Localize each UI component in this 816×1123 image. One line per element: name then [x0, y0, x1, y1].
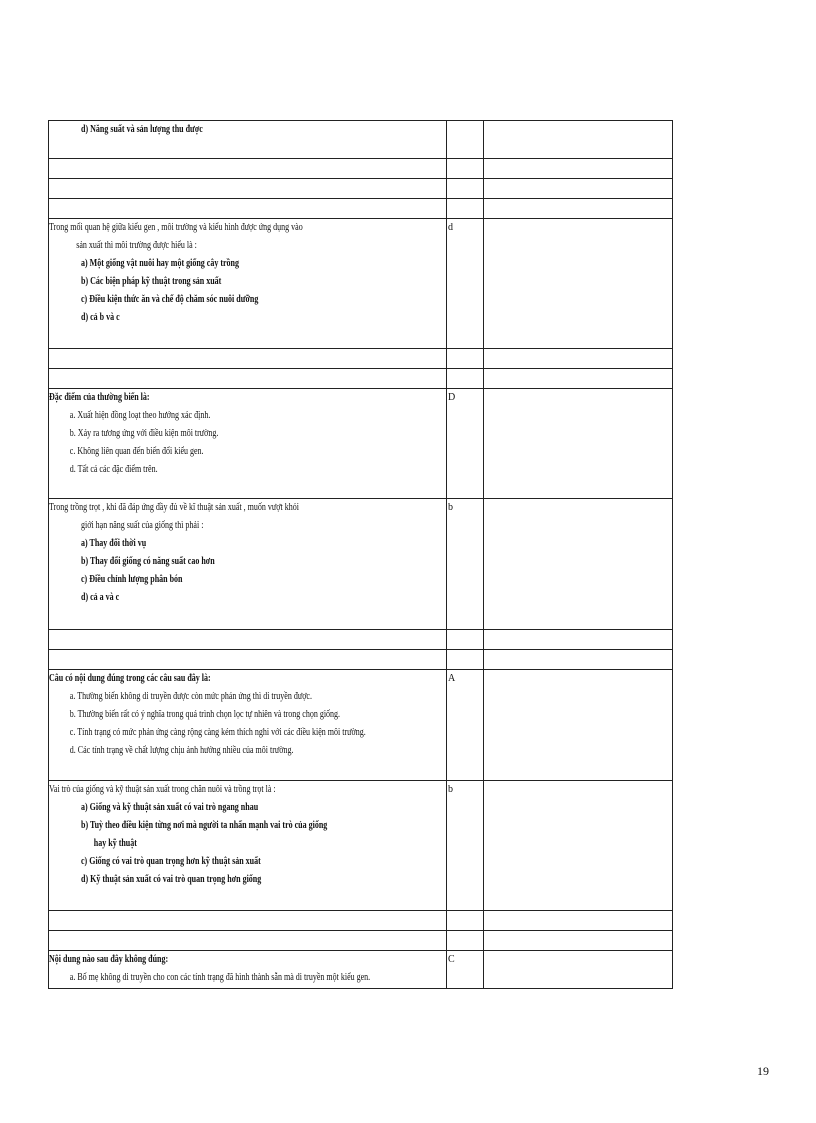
- answer-key: [447, 653, 448, 664]
- answer-cell: [447, 650, 484, 670]
- table-row: [49, 951, 673, 989]
- notes-cell: [484, 369, 673, 389]
- answer-key: A: [448, 673, 456, 684]
- table-row: [49, 199, 673, 219]
- question-cell: [49, 499, 447, 630]
- notes-cell: [484, 951, 673, 989]
- question-line: b. Thường biến rất có ý nghĩa trong quá trình chọn lọc tự nhiên và trong chọn giống.: [69, 709, 341, 720]
- question-cell: [49, 670, 447, 781]
- answer-key: [447, 202, 448, 213]
- question-text: d) Năng suất và sản lượng thu được: [81, 124, 203, 135]
- question-line: b) Thay đổi giống có năng suất cao hơn: [81, 556, 215, 567]
- notes-cell: [484, 159, 673, 179]
- question-text: Câu có nội dung đúng trong các câu sau đây là:: [49, 673, 211, 684]
- table-row: [49, 630, 673, 650]
- question-line: c. Tính trạng có mức phản ứng càng rộng càng kém thích nghi với các điều kiện môi trường.: [69, 727, 366, 738]
- answer-key: [447, 914, 448, 925]
- answer-key: d: [448, 222, 453, 233]
- question-line: c. Không liên quan đến biến đổi kiểu gen.: [69, 446, 204, 457]
- notes-cell: [484, 179, 673, 199]
- table-row: [49, 121, 673, 159]
- notes-cell: [484, 121, 673, 159]
- answer-cell: [447, 911, 484, 931]
- question-line: d. Tất cả các đặc điểm trên.: [69, 464, 158, 475]
- table-row: [49, 911, 673, 931]
- answer-cell: [447, 179, 484, 199]
- notes-cell: [484, 349, 673, 369]
- question-line: d. Các tính trạng về chất lượng chịu ảnh hưởng nhiều của môi trường.: [69, 745, 294, 756]
- answer-cell: [447, 951, 484, 989]
- notes-cell: [484, 911, 673, 931]
- table-row: [49, 499, 673, 630]
- answer-key: [447, 633, 448, 644]
- answer-cell: [447, 931, 484, 951]
- question-line: a) Giống và kỹ thuật sản xuất có vai trò ngang nhau: [81, 802, 259, 813]
- notes-cell: [484, 781, 673, 911]
- notes-cell: [484, 670, 673, 781]
- question-cell: [49, 911, 447, 931]
- notes-cell: [484, 931, 673, 951]
- question-text: Nội dung nào sau đây không đúng:: [49, 954, 169, 965]
- question-cell: [49, 121, 447, 159]
- notes-cell: [484, 650, 673, 670]
- question-line: c) Điều kiện thức ăn và chế độ chăm sóc nuôi dưỡng: [81, 294, 259, 305]
- question-line: a. Thường biến không di truyền được còn mức phản ứng thì di truyền được.: [69, 691, 312, 702]
- question-text: Trong trồng trọt , khi đã đáp ứng đầy đủ về kĩ thuật sản xuất , muốn vượt khỏi: [49, 502, 299, 513]
- table-row: [49, 349, 673, 369]
- question-line: a) Một giống vật nuôi hay một giống cây trồng: [81, 258, 239, 269]
- question-line: c) Giống có vai trò quan trọng hơn kỹ thuật sản xuất: [81, 856, 261, 867]
- question-table: [48, 120, 673, 989]
- question-line: b) Các biện pháp kỹ thuật trong sản xuất: [81, 276, 222, 287]
- question-cell: [49, 630, 447, 650]
- answer-key: [447, 124, 448, 135]
- notes-cell: [484, 389, 673, 499]
- notes-cell: [484, 199, 673, 219]
- answer-key: [447, 934, 448, 945]
- question-cell: [49, 951, 447, 989]
- answer-cell: [447, 369, 484, 389]
- question-line: d) cả b và c: [81, 312, 120, 323]
- answer-key: [447, 372, 448, 383]
- answer-cell: [447, 781, 484, 911]
- answer-cell: [447, 199, 484, 219]
- notes-cell: [484, 499, 673, 630]
- question-line: a. Bố mẹ không di truyền cho con các tính trạng đã hình thành sẵn mà di truyền một kiểu gen.: [69, 972, 371, 983]
- answer-cell: [447, 349, 484, 369]
- answer-cell: [447, 389, 484, 499]
- question-line: b) Tuỳ theo điều kiện từng nơi mà người ta nhấn mạnh vai trò của giống: [81, 820, 328, 831]
- table-row: [49, 670, 673, 781]
- table-row: [49, 159, 673, 179]
- answer-key: b: [448, 784, 453, 795]
- table-row: [49, 219, 673, 349]
- answer-cell: [447, 670, 484, 781]
- answer-key: [447, 162, 448, 173]
- answer-key: C: [448, 954, 455, 965]
- answer-cell: [447, 499, 484, 630]
- table-row: [49, 389, 673, 499]
- answer-key: b: [448, 502, 453, 513]
- question-text: Đặc điểm của thường biến là:: [49, 392, 150, 403]
- question-cell: [49, 389, 447, 499]
- question-cell: [49, 179, 447, 199]
- question-line: c) Điều chỉnh lượng phân bón: [81, 574, 183, 585]
- question-line: d) cả a và c: [81, 592, 120, 603]
- answer-key: [447, 352, 448, 363]
- table-row: [49, 369, 673, 389]
- answer-cell: [447, 630, 484, 650]
- table-row: [49, 650, 673, 670]
- answer-cell: [447, 121, 484, 159]
- question-line: hay kỹ thuật: [93, 838, 137, 849]
- question-line: a. Xuất hiện đồng loạt theo hướng xác định.: [69, 410, 211, 421]
- question-cell: [49, 159, 447, 179]
- table-row: [49, 781, 673, 911]
- question-cell: [49, 199, 447, 219]
- question-cell: [49, 650, 447, 670]
- question-line: a) Thay đổi thời vụ: [81, 538, 147, 549]
- question-line: giới hạn năng suất của giống thì phải :: [81, 520, 204, 531]
- notes-cell: [484, 630, 673, 650]
- page-number: 19: [757, 1064, 769, 1078]
- table-row: [49, 179, 673, 199]
- question-text: Trong mối quan hệ giữa kiểu gen , môi trường và kiểu hình được ứng dụng vào: [49, 222, 303, 233]
- answer-cell: [447, 159, 484, 179]
- answer-key: D: [448, 392, 456, 403]
- question-text: Vai trò của giống và kỹ thuật sản xuất trong chăn nuôi và trồng trọt là :: [49, 784, 276, 795]
- question-cell: [49, 931, 447, 951]
- question-cell: [49, 369, 447, 389]
- answer-cell: [447, 219, 484, 349]
- notes-cell: [484, 219, 673, 349]
- question-line: d) Kỹ thuật sản xuất có vai trò quan trọng hơn giống: [81, 874, 262, 885]
- question-line: b. Xảy ra tương ứng với điều kiện môi trường.: [69, 428, 219, 439]
- answer-key: [447, 182, 448, 193]
- question-line: sản xuất thì môi trường được hiểu là :: [76, 240, 197, 251]
- question-cell: [49, 349, 447, 369]
- question-cell: [49, 219, 447, 349]
- question-cell: [49, 781, 447, 911]
- question-table-body: [49, 121, 673, 989]
- table-row: [49, 931, 673, 951]
